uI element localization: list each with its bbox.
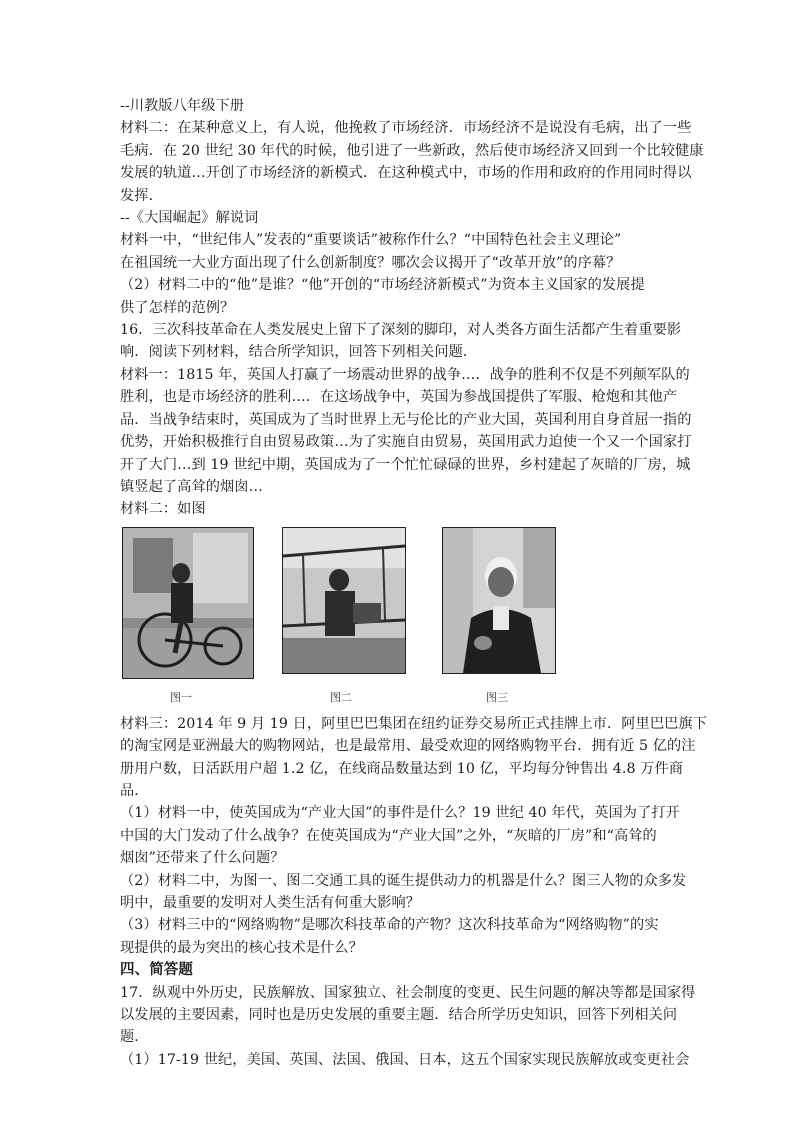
text-line: 发展的轨道…开创了市场经济的新模式．在这种模式中，市场的作用和政府的作用同时得以 — [120, 165, 692, 182]
text-line: 17．纵观中外历史，民族解放、国家独立、社会制度的变更、民生问题的解决等都是国家得 — [120, 984, 696, 1001]
text-line: 优势，开始积极推行自由贸易政策…为了实施自由贸易，英国用武力迫使一个又一个国家打 — [120, 434, 692, 451]
figure-2-photo — [282, 527, 406, 674]
text-line: （1）材料一中，使英国成为“产业大国”的事件是什么？19 世纪 40 年代，英国为了打开 — [120, 805, 680, 822]
text-line: 明中，最重要的发明对人类生活有何重大影响？ — [120, 894, 421, 911]
text-line: 在祖国统一大业方面出现了什么创新制度？哪次会议揭开了“改革开放”的序幕？ — [120, 254, 621, 271]
text-line: 品． — [120, 782, 149, 799]
text-block-bottom — [120, 713, 707, 959]
figure-1 — [122, 527, 254, 704]
text-line: 烟囱”还带来了什么问题？ — [120, 850, 285, 867]
section-heading: 四、简答题 — [120, 962, 193, 979]
text-line: 品．当战争结束时，英国成为了当时世界上无与伦比的产业大国，英国利用自身首屈一指的 — [120, 411, 692, 428]
text-line: --川教版八年级下册 — [120, 98, 245, 114]
text-line: 开了大门…到 19 世纪中期，英国成为了一个忙忙碌碌的世界，乡村建起了灰暗的厂房，城 — [120, 456, 691, 473]
text-line: 材料二：如图 — [120, 501, 206, 518]
figure-1-photo — [122, 527, 254, 679]
text-line: 毛病．在 20 世纪 30 年代的时候，他引进了一些新政，然后使市场经济又回到一个比较健康 — [120, 142, 704, 159]
text-line: 响．阅读下列材料，结合所学知识，回答下列相关问题． — [120, 344, 478, 361]
figure-3 — [442, 527, 556, 704]
text-line: 材料一中，“世纪伟人”发表的“重要谈话”被称作什么？“中国特色社会主义理论” — [120, 232, 622, 249]
text-line: 发挥． — [120, 187, 163, 204]
document-content — [120, 95, 707, 1071]
text-line: 材料一：1815 年，英国人打赢了一场震动世界的战争…．战争的胜利不仅是不列颠军队的 — [120, 366, 690, 383]
figure-1-caption: 图一 — [170, 690, 192, 704]
text-line: 材料二：在某种意义上，有人说，他挽救了市场经济．市场经济不是说没有毛病，出了一些 — [120, 120, 692, 137]
text-line: （2）材料二中的“他”是谁？“他”开创的“市场经济新模式”为资本主义国家的发展提 — [120, 277, 645, 294]
text-line: 镇竖起了高耸的烟囱… — [120, 478, 263, 495]
text-line: --《大国崛起》解说词 — [120, 210, 259, 227]
text-block-top — [120, 95, 704, 521]
text-line: （2）材料二中，为图一、图二交通工具的诞生提供动力的机器是什么？图三人物的众多发 — [120, 872, 687, 889]
figure-3-photo — [442, 527, 556, 674]
text-line: 供了怎样的范例？ — [120, 299, 235, 316]
text-line: 中国的大门发动了什么战争？在使英国成为“产业大国”之外，“灰暗的厂房”和“高耸的 — [120, 827, 657, 844]
text-line: （3）材料三中的“网络购物”是哪次科技革命的产物？这次科技革命为“网络购物”的实 — [120, 917, 659, 934]
figure-2-caption: 图二 — [330, 690, 352, 704]
text-block-end — [120, 982, 696, 1072]
text-line: 以发展的主要因素，同时也是历史发展的重要主题．结合所学历史知识，回答下列相关问 — [120, 1007, 678, 1023]
text-line: （1）17-19 世纪，美国、英国、法国、俄国、日本，这五个国家实现民族解放或变更社会 — [120, 1051, 690, 1068]
text-line: 的淘宝网是亚洲最大的购物网站，也是最常用、最受欢迎的网络购物平台．拥有近 5 亿的注 — [120, 738, 696, 755]
text-line: 题． — [120, 1029, 149, 1046]
figure-2 — [282, 527, 406, 704]
figure-3-caption: 图三 — [486, 690, 508, 704]
text-line: 材料三：2014 年 9 月 19 日，阿里巴巴集团在纽约证券交易所正式挂牌上市．阿里巴巴旗下 — [120, 715, 707, 732]
text-line: 册用户数，日活跃用户超 1.2 亿，在线商品数量达到 10 亿，平均每分钟售出 4.8 万件商 — [120, 760, 684, 777]
text-line: 16．三次科技革命在人类发展史上留下了深刻的脚印，对人类各方面生活都产生着重要影 — [120, 322, 682, 339]
text-line: 胜利，也是市场经济的胜利…．在这场战争中，英国为参战国提供了军服、枪炮和其他产 — [120, 389, 678, 406]
text-line: 现提供的最为突出的核心技术是什么？ — [120, 939, 363, 956]
figure-row — [120, 527, 676, 709]
